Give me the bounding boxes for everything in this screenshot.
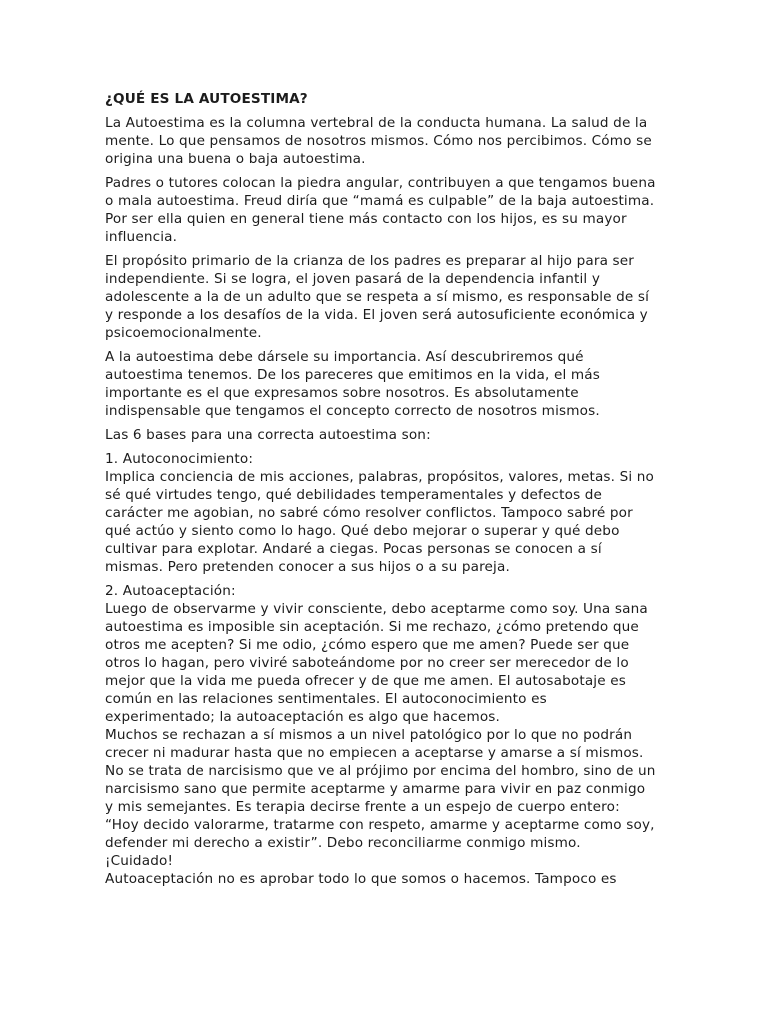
section-heading: 2. Autoaceptación: — [105, 583, 236, 599]
section-body: Luego de observarme y vivir consciente, debo aceptarme como soy. Una sana autoestima es imposible sin aceptación. Si me rechazo, ¿cómo pretendo que otros me acepten? Si me odio, ¿cómo espero que me amen? Puede ser que otros lo hagan, pero viviré saboteándome por no creer ser merecedor de lo mejor que la vida me pueda ofrecer y de que me amen. El autosabotaje es común en las relaciones sentimentales. El autoconocimiento es experimentado; la autoaceptación es algo que hacemos. — [105, 601, 648, 725]
document-title: ¿QUÉ ES LA AUTOESTIMA? — [105, 91, 308, 107]
caution-label: ¡Cuidado! — [105, 853, 174, 869]
paragraph-importance: A la autoestima debe dársele su importancia. Así descubriremos qué autoestima tenemos. De los pareceres que emitimos en la vida, el más importante es el que expresamos sobre nosotros. Es absolutamente indispensable que tengamos el concepto correcto de nosotros mismos. — [105, 349, 600, 419]
paragraph-definition: La Autoestima es la columna vertebral de la conducta humana. La salud de la mente. Lo que pensamos de nosotros mismos. Cómo nos percibimos. Cómo se origina una buena o baja autoestima. — [105, 115, 652, 167]
paragraph-upbringing: El propósito primario de la crianza de los padres es preparar al hijo para ser independiente. Si se logra, el joven pasará de la dependencia infantil y adolescente a la de un adulto que se respeta a sí mismo, es responsable de sí y responde a los desafíos de la vida. El joven será autosuficiente económica y psicoemocionalmente. — [105, 253, 650, 341]
document-page — [105, 90, 657, 894]
paragraph-bases-intro: Las 6 bases para una correcta autoestima son: — [105, 427, 431, 443]
section-heading: 1. Autoconocimiento: — [105, 451, 254, 467]
section-autoconocimiento — [105, 450, 657, 576]
section-body-final: Autoaceptación no es aprobar todo lo que somos o hacemos. Tampoco es — [105, 871, 617, 887]
paragraph-parents: Padres o tutores colocan la piedra angular, contribuyen a que tengamos buena o mala autoestima. Freud diría que “mamá es culpable” de la baja autoestima. Por ser ella quien en general tiene más contacto con los hijos, es su mayor influencia. — [105, 175, 656, 245]
section-autoaceptacion — [105, 582, 657, 888]
section-body-continued: Muchos se rechazan a sí mismos a un nivel patológico por lo que no podrán crecer ni madurar hasta que no empiecen a aceptarse y amarse a sí mismos. No se trata de narcisismo que ve al prójimo por encima del hombro, sino de un narcisismo sano que permite aceptarme y amarme para vivir en paz conmigo y mis semejantes. Es terapia decirse frente a un espejo de cuerpo entero: “Hoy decido valorarme, tratarme con respeto, amarme y aceptarme como soy, defender mi derecho a existir”. Debo reconciliarme conmigo mismo. — [105, 727, 656, 851]
section-body: Implica conciencia de mis acciones, palabras, propósitos, valores, metas. Si no sé qué virtudes tengo, qué debilidades temperamentales y defectos de carácter me agobian, no sabré cómo resolver conflictos. Tampoco sabré por qué actúo y siento como lo hago. Qué debo mejorar o superar y qué debo cultivar para explotar. Andaré a ciegas. Pocas personas se conocen a sí mismas. Pero pretenden conocer a sus hijos o a su pareja. — [105, 469, 655, 575]
